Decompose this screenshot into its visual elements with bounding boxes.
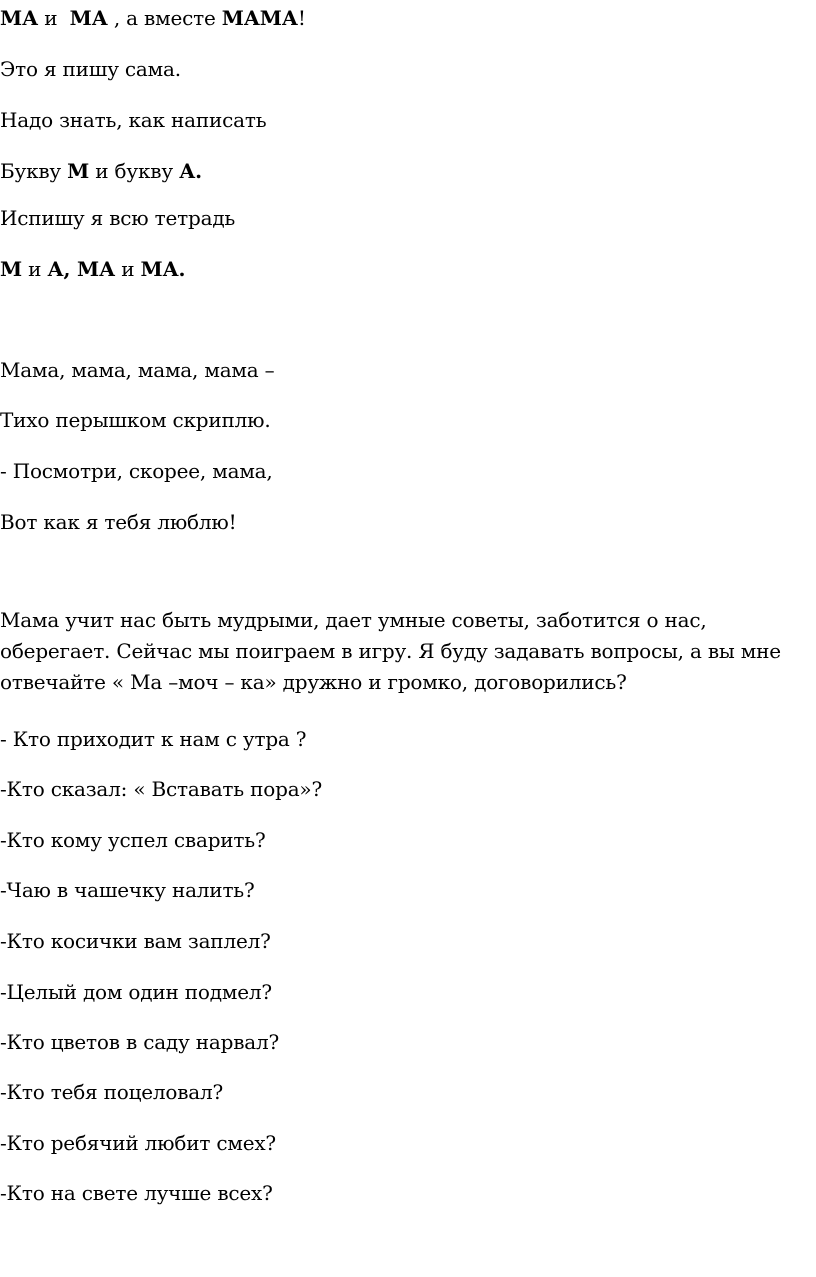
- text: и: [115, 257, 141, 281]
- poem2-line1: Мама, мама, мама, мама –: [0, 358, 275, 382]
- poem1-line5: Испишу я всю тетрадь: [0, 206, 236, 230]
- bold-word: МАМА: [221, 6, 298, 30]
- poem2-line3: - Посмотри, скорее, мама,: [0, 459, 273, 483]
- poem1-line2: Это я пишу сама.: [0, 57, 181, 81]
- poem1-line1: [0, 6, 306, 30]
- question-item: -Кто на свете лучше всех?: [0, 1181, 273, 1205]
- text: Букву: [0, 159, 68, 183]
- question-item: -Кто ребячий любит смех?: [0, 1131, 276, 1155]
- question-item: -Кто цветов в саду нарвал?: [0, 1030, 280, 1054]
- question-item: -Целый дом один подмел?: [0, 980, 272, 1004]
- question-item: -Кто косички вам заплел?: [0, 929, 271, 953]
- bold-letter: М: [67, 159, 90, 183]
- question-item: -Кто сказал: « Вставать пора»?: [0, 777, 322, 801]
- question-item: -Чаю в чашечку налить?: [0, 878, 255, 902]
- bold-letter: М: [0, 257, 22, 281]
- poem2-line4: Вот как я тебя люблю!: [0, 510, 237, 534]
- text: !: [297, 6, 306, 30]
- text: и: [38, 6, 70, 30]
- question-item: -Кто кому успел сварить?: [0, 828, 266, 852]
- poem1-line4: [0, 159, 202, 183]
- question-item: -Кто тебя поцеловал?: [0, 1080, 224, 1104]
- bold-syllable: А, МА: [47, 257, 116, 281]
- poem1-line3: Надо знать, как написать: [0, 108, 267, 132]
- text: и: [21, 257, 48, 281]
- bold-syllable: МА: [69, 6, 108, 30]
- bold-letter: А.: [179, 159, 202, 183]
- bold-syllable: МА.: [140, 257, 186, 281]
- question-item: - Кто приходит к нам с утра ?: [0, 727, 307, 751]
- text: и букву: [89, 159, 180, 183]
- bold-syllable: МА: [0, 6, 39, 30]
- text: , а вместе: [107, 6, 222, 30]
- intro-paragraph: Мама учит нас быть мудрыми, дает умные советы, заботится о нас, оберегает. Сейчас мы поиграем в игру. Я буду задавать вопросы, а вы мне отвечайте « Ма –моч – ка» дружно и громко, договорились?: [0, 608, 781, 694]
- poem1-line6: [0, 257, 185, 281]
- poem2-line2: Тихо перышком скриплю.: [0, 408, 271, 432]
